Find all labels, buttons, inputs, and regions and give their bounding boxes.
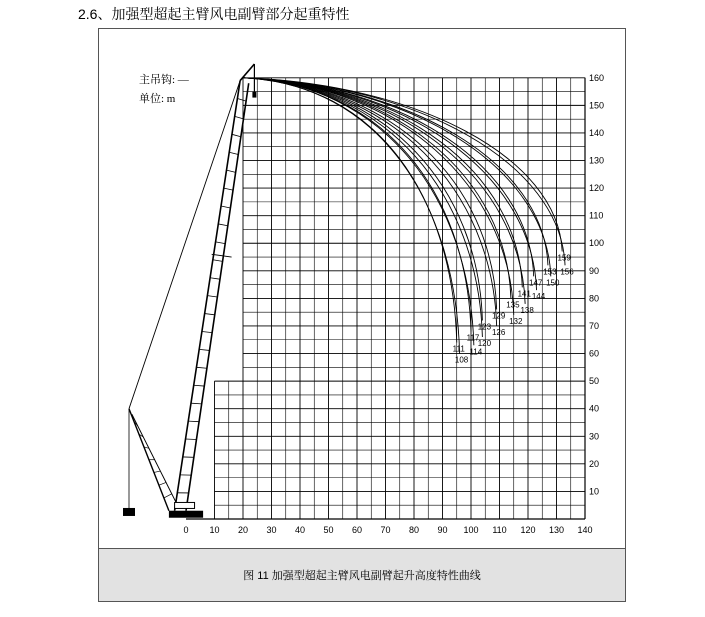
boom-lattice (196, 367, 206, 368)
curve-label-117: 117 (466, 333, 480, 343)
boom-lattice (235, 116, 244, 119)
tick-labels (183, 73, 604, 535)
figure-caption: 图 11 加强型超起主臂风电副臂起升高度特性曲线 (243, 570, 481, 582)
radius-curve-153 (243, 78, 548, 266)
y-tick-label: 110 (589, 210, 604, 221)
unit-legend: 单位: m (139, 93, 176, 105)
y-tick-label: 120 (589, 183, 605, 194)
boom-lattice (213, 260, 223, 262)
curve-label-156: 156 (560, 267, 574, 277)
curve-label-144: 144 (531, 292, 546, 302)
hook-legend: 主吊钩: — (139, 74, 189, 86)
x-tick-label: 0 (183, 525, 189, 535)
crawler-track (169, 511, 203, 518)
x-tick-label: 20 (237, 525, 249, 535)
pendant-line (129, 81, 240, 409)
boom-lattice (237, 98, 246, 101)
y-tick-label: 90 (589, 265, 600, 276)
curve-label-135: 135 (506, 300, 520, 310)
curve-label-138: 138 (520, 305, 534, 315)
x-tick-label: 10 (209, 525, 220, 535)
y-tick-label: 100 (589, 238, 605, 249)
radius-curve-111 (243, 78, 457, 343)
curve-label-126: 126 (491, 327, 506, 337)
curve-label-129: 129 (491, 311, 506, 321)
radius-curve-141 (243, 78, 522, 288)
y-tick-label: 40 (589, 403, 600, 414)
y-tick-label: 160 (589, 72, 605, 83)
y-tick-label: 10 (589, 486, 600, 497)
y-tick-label: 50 (589, 376, 600, 387)
radius-curve-144 (243, 78, 537, 290)
figure-frame (98, 28, 626, 602)
boom-lattice (191, 403, 202, 404)
x-tick-label: 130 (548, 525, 565, 535)
curve-label-114: 114 (469, 347, 483, 357)
y-tick-label: 140 (589, 127, 605, 138)
y-tick-label: 150 (589, 100, 605, 111)
crane-body (175, 502, 195, 508)
crane-illustration (123, 64, 256, 518)
curve-label-159: 159 (557, 253, 571, 263)
x-tick-label: 50 (323, 525, 334, 535)
curve-label-132: 132 (509, 316, 523, 326)
radius-curve-138 (243, 78, 525, 304)
y-tick-label: 80 (589, 293, 600, 304)
x-tick-label: 90 (437, 525, 448, 535)
mast-lattice (159, 482, 166, 485)
x-tick-label: 100 (463, 525, 479, 535)
superlift-counterweight (123, 508, 135, 516)
curve-label-123: 123 (477, 322, 492, 332)
radius-curve-156 (243, 78, 565, 266)
y-tick-label: 60 (589, 348, 600, 359)
radius-curve-123 (243, 78, 482, 321)
boom-lattice (202, 331, 212, 332)
curve-label-108: 108 (454, 355, 469, 365)
boom-lattice (226, 170, 235, 172)
curve-label-150: 150 (546, 278, 560, 288)
mast-lattice (154, 471, 160, 472)
caption-band (99, 548, 625, 601)
lifting-height-chart (99, 29, 625, 549)
curve-label-111: 111 (452, 344, 465, 354)
curve-label-120: 120 (477, 339, 492, 348)
x-tick-label: 30 (266, 525, 277, 535)
curve-label-147: 147 (529, 278, 543, 288)
boom-lattice (188, 421, 199, 422)
x-tick-label: 60 (351, 525, 363, 535)
boom-lattice (194, 385, 205, 386)
main-hook (252, 92, 256, 98)
superlift-mast (129, 409, 169, 511)
boom-lattice (229, 152, 238, 154)
boom-lattice (210, 278, 220, 279)
mast-lattice (164, 494, 172, 498)
boom-lattice (224, 188, 233, 190)
boom-lattice (232, 134, 241, 136)
curve-label-153: 153 (543, 267, 557, 277)
x-tick-label: 80 (408, 525, 420, 535)
boom-lattice (199, 349, 209, 350)
radius-curve-147 (243, 78, 534, 277)
boom-lattice (207, 296, 217, 297)
boom-lattice (216, 242, 226, 244)
radius-curve-132 (243, 78, 514, 315)
boom-lattice (218, 224, 228, 226)
x-tick-label: 70 (380, 525, 391, 535)
y-tick-label: 130 (589, 155, 605, 166)
radius-curve-159 (243, 78, 562, 252)
y-tick-label: 30 (589, 431, 600, 442)
y-tick-label: 70 (589, 320, 600, 331)
x-tick-label: 110 (492, 525, 507, 535)
radius-curve-150 (243, 78, 551, 277)
pendant-strut (212, 254, 232, 257)
y-tick-label: 20 (589, 458, 600, 469)
curve-label-141: 141 (517, 289, 531, 299)
x-tick-label: 140 (577, 525, 593, 535)
boom-lattice (205, 314, 215, 315)
boom-lattice (221, 206, 230, 208)
section-heading: 2.6、加强型超起主臂风电副臂部分起重特性 (78, 6, 350, 22)
x-tick-label: 40 (294, 525, 306, 535)
x-tick-label: 120 (520, 525, 536, 535)
